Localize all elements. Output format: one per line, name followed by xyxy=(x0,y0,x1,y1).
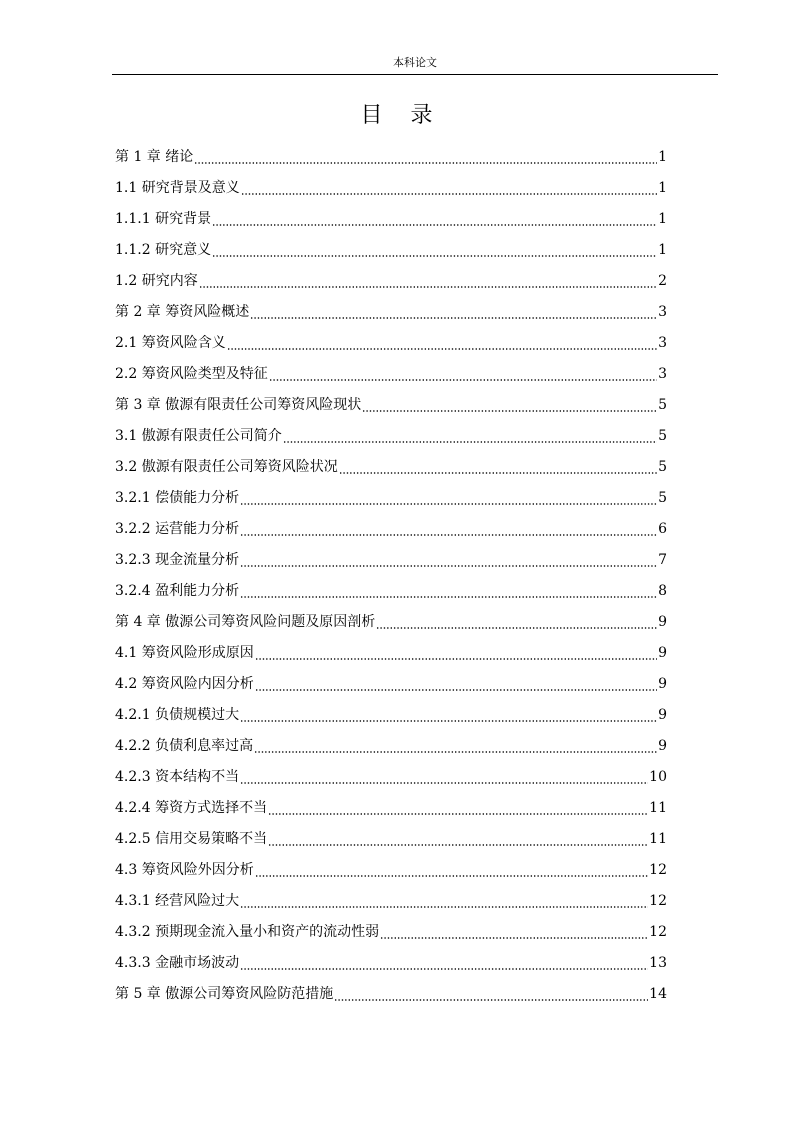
toc-entry-label: 1.1 研究背景及意义 xyxy=(115,179,240,196)
toc-leader-dots xyxy=(339,472,657,474)
table-of-contents xyxy=(115,141,667,1009)
toc-leader-dots xyxy=(194,162,657,164)
toc-entry-page-number: 12 xyxy=(649,861,667,878)
toc-entry-label: 4.2.5 信用交易策略不当 xyxy=(115,830,268,847)
toc-entry[interactable] xyxy=(115,978,667,1009)
toc-entry[interactable] xyxy=(115,792,667,823)
toc-entry-label: 4.2.1 负债规模过大 xyxy=(115,706,240,723)
toc-entry-label: 1.2 研究内容 xyxy=(115,272,198,289)
toc-entry-label: 第 4 章 傲源公司筹资风险问题及原因剖析 xyxy=(115,613,376,630)
toc-entry[interactable] xyxy=(115,916,667,947)
toc-entry-label: 1.1.2 研究意义 xyxy=(115,241,212,258)
toc-entry[interactable] xyxy=(115,699,667,730)
toc-entry-label: 4.3.3 金融市场波动 xyxy=(115,954,240,971)
toc-leader-dots xyxy=(240,565,657,567)
toc-leader-dots xyxy=(376,627,657,629)
toc-entry-page-number: 1 xyxy=(658,179,667,196)
toc-entry[interactable] xyxy=(115,203,667,234)
toc-entry-page-number: 9 xyxy=(658,706,667,723)
toc-entry-label: 4.2.3 资本结构不当 xyxy=(115,768,240,785)
toc-leader-dots xyxy=(254,751,657,753)
toc-entry-page-number: 9 xyxy=(658,737,667,754)
toc-entry[interactable] xyxy=(115,513,667,544)
toc-entry-page-number: 7 xyxy=(658,551,667,568)
toc-entry-label: 4.2 筹资风险内因分析 xyxy=(115,675,254,692)
toc-title: 目录 xyxy=(360,103,461,128)
toc-entry-label: 第 5 章 傲源公司筹资风险防范措施 xyxy=(115,985,334,1002)
toc-entry-page-number: 5 xyxy=(658,458,667,475)
toc-leader-dots xyxy=(334,999,648,1001)
toc-entry-page-number: 12 xyxy=(649,923,667,940)
toc-leader-dots xyxy=(240,782,648,784)
toc-entry[interactable] xyxy=(115,420,667,451)
toc-leader-dots xyxy=(268,844,648,846)
toc-entry[interactable] xyxy=(115,389,667,420)
toc-entry[interactable] xyxy=(115,482,667,513)
toc-entry-page-number: 13 xyxy=(649,954,667,971)
toc-entry-label: 3.2.3 现金流量分析 xyxy=(115,551,240,568)
toc-entry-label: 第 3 章 傲源有限责任公司筹资风险现状 xyxy=(115,396,362,413)
toc-entry-page-number: 1 xyxy=(658,210,667,227)
toc-leader-dots xyxy=(250,317,657,319)
toc-entry[interactable] xyxy=(115,668,667,699)
toc-entry[interactable] xyxy=(115,885,667,916)
toc-entry[interactable] xyxy=(115,761,667,792)
toc-entry-page-number: 8 xyxy=(658,582,667,599)
toc-entry[interactable] xyxy=(115,575,667,606)
toc-entry[interactable] xyxy=(115,327,667,358)
toc-leader-dots xyxy=(240,534,657,536)
toc-leader-dots xyxy=(255,658,657,660)
toc-entry[interactable] xyxy=(115,637,667,668)
toc-entry-label: 4.1 筹资风险形成原因 xyxy=(115,644,254,661)
toc-leader-dots xyxy=(240,906,648,908)
toc-leader-dots xyxy=(212,224,657,226)
toc-entry-page-number: 9 xyxy=(658,675,667,692)
toc-leader-dots xyxy=(268,813,648,815)
toc-entry-page-number: 14 xyxy=(649,985,667,1002)
toc-entry-label: 4.2.4 筹资方式选择不当 xyxy=(115,799,268,816)
toc-entry-page-number: 1 xyxy=(658,148,667,165)
toc-entry-label: 3.2.4 盈利能力分析 xyxy=(115,582,240,599)
toc-leader-dots xyxy=(240,596,657,598)
toc-leader-dots xyxy=(199,286,657,288)
toc-entry-label: 4.2.2 负债利息率过高 xyxy=(115,737,254,754)
toc-leader-dots xyxy=(240,968,648,970)
toc-leader-dots xyxy=(240,503,657,505)
toc-entry[interactable] xyxy=(115,172,667,203)
toc-entry-page-number: 9 xyxy=(658,644,667,661)
toc-entry-page-number: 5 xyxy=(658,427,667,444)
toc-entry-page-number: 11 xyxy=(649,830,667,847)
toc-entry-label: 第 2 章 筹资风险概述 xyxy=(115,303,250,320)
toc-entry-page-number: 5 xyxy=(658,489,667,506)
toc-entry-label: 1.1.1 研究背景 xyxy=(115,210,212,227)
toc-leader-dots xyxy=(212,255,657,257)
toc-entry[interactable] xyxy=(115,265,667,296)
toc-entry-label: 2.1 筹资风险含义 xyxy=(115,334,226,351)
toc-entry-page-number: 5 xyxy=(658,396,667,413)
toc-entry-label: 3.2.1 偿债能力分析 xyxy=(115,489,240,506)
toc-entry-page-number: 11 xyxy=(649,799,667,816)
toc-entry-page-number: 3 xyxy=(658,365,667,382)
toc-leader-dots xyxy=(380,937,648,939)
toc-leader-dots xyxy=(269,379,657,381)
toc-entry[interactable] xyxy=(115,606,667,637)
toc-leader-dots xyxy=(255,875,648,877)
toc-entry-page-number: 1 xyxy=(658,241,667,258)
toc-entry-label: 3.2.2 运营能力分析 xyxy=(115,520,240,537)
toc-leader-dots xyxy=(241,193,657,195)
toc-entry-label: 第 1 章 绪论 xyxy=(115,148,194,165)
toc-entry-label: 4.3 筹资风险外因分析 xyxy=(115,861,254,878)
toc-leader-dots xyxy=(240,720,657,722)
toc-entry-label: 2.2 筹资风险类型及特征 xyxy=(115,365,268,382)
toc-entry-label: 3.2 傲源有限责任公司筹资风险状况 xyxy=(115,458,338,475)
toc-entry[interactable] xyxy=(115,730,667,761)
toc-entry[interactable] xyxy=(115,854,667,885)
toc-leader-dots xyxy=(255,689,657,691)
toc-entry-page-number: 3 xyxy=(658,303,667,320)
toc-entry-page-number: 2 xyxy=(658,272,667,289)
toc-entry[interactable] xyxy=(115,451,667,482)
toc-leader-dots xyxy=(362,410,657,412)
toc-entry[interactable] xyxy=(115,823,667,854)
toc-entry[interactable] xyxy=(115,947,667,978)
page-header: 本科论文 xyxy=(112,56,718,75)
toc-entry-label: 4.3.2 预期现金流入量小和资产的流动性弱 xyxy=(115,923,380,940)
toc-entry-page-number: 3 xyxy=(658,334,667,351)
toc-entry[interactable] xyxy=(115,296,667,327)
toc-entry[interactable] xyxy=(115,544,667,575)
toc-entry-label: 3.1 傲源有限责任公司简介 xyxy=(115,427,282,444)
toc-leader-dots xyxy=(227,348,657,350)
toc-entry-label: 4.3.1 经营风险过大 xyxy=(115,892,240,909)
toc-entry-page-number: 6 xyxy=(658,520,667,537)
toc-entry[interactable] xyxy=(115,234,667,265)
toc-entry-page-number: 12 xyxy=(649,892,667,909)
toc-entry[interactable] xyxy=(115,141,667,172)
toc-entry-page-number: 10 xyxy=(649,768,667,785)
toc-entry[interactable] xyxy=(115,358,667,389)
toc-entry-page-number: 9 xyxy=(658,613,667,630)
toc-leader-dots xyxy=(283,441,657,443)
